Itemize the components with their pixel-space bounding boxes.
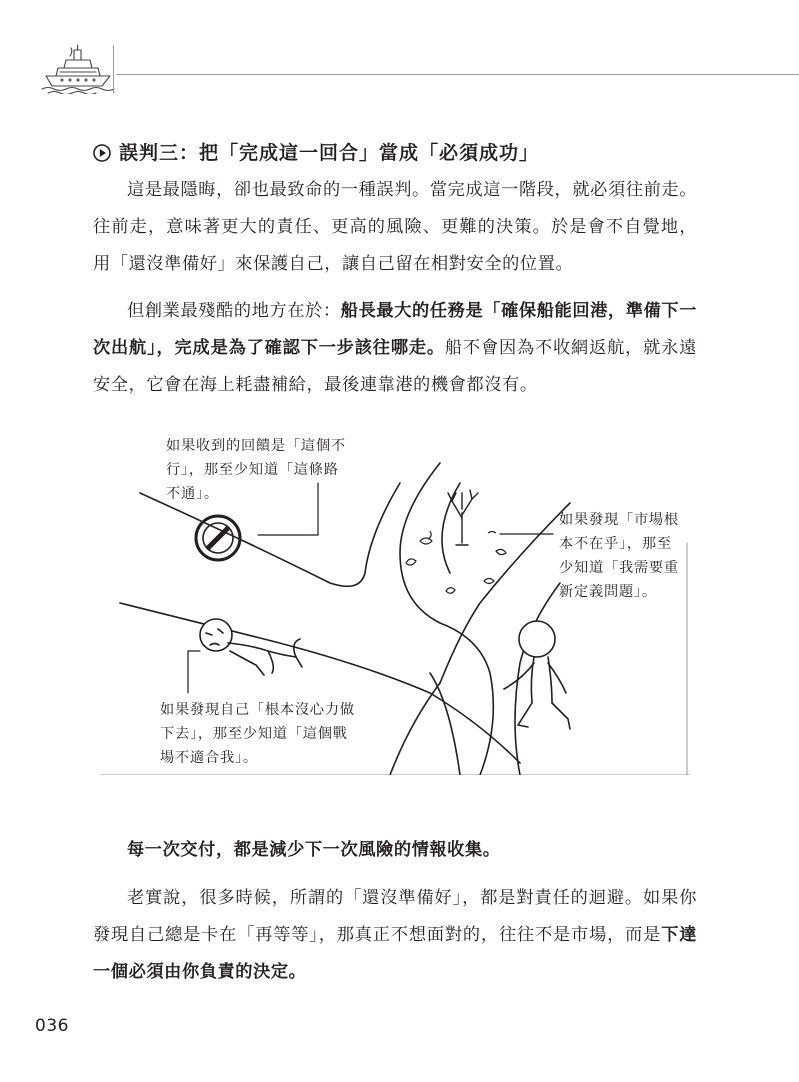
paragraph-text: 老實說，很多時候，所謂的「還沒準備好」，都是對責任的迴避。如果你發現自己總是卡在「再等等」，那真正不想面對的，往往不是市場，而是 [93, 888, 697, 945]
ship-logo-icon [40, 42, 116, 94]
paragraph [93, 880, 697, 991]
emphasis-text: 下達一個必須由你負責的決定。 [93, 925, 697, 982]
callout-text [160, 698, 355, 770]
emphasis-text: 船長最大的任務是「確保船能回港，準備下一次出航」，完成是為了確認下一步該往哪走。 [93, 301, 697, 358]
callout-line: 如果發現自己「根本沒心力做 下去」，那至少知道「這個戰 場不適合我」。 [160, 702, 355, 766]
falling-leaf-icon [406, 531, 506, 593]
walking-figure-icon [504, 621, 570, 729]
paragraph [93, 293, 697, 404]
paragraph [93, 832, 697, 869]
section-heading [93, 140, 539, 166]
no-entry-sign-icon [196, 516, 240, 560]
section-title-text: 誤判三：把「完成這一回合」當成「必須成功」 [119, 142, 540, 164]
paragraph-text: 但創業最殘酷的地方在於： [127, 301, 341, 321]
callout-text [166, 434, 346, 506]
exhausted-figure-icon [200, 619, 302, 675]
paragraph: 這是最隱晦，卻也最致命的一種誤判。當完成這一階段，就必須往前走。往前走，意味著更大的責任、更高的風險、更難的決策。於是會不自覺地，用「還沒準備好」來保護自己，讓自己留在相對安全的位置。 [93, 180, 697, 274]
callout-text [559, 508, 679, 604]
header-divider-vertical [113, 45, 114, 93]
paragraph-text: 船不會因為不收網返航，就永遠安全，它會在海上耗盡補給，最後連靠港的機會都沒有。 [93, 338, 697, 395]
callout-line: 如果發現「市場根 本不在乎」，那至 少知道「我需要重 新定義問題」。 [559, 512, 679, 600]
header-divider [116, 74, 799, 75]
emphasis-text: 每一次交付，都是減少下一次風險的情報收集。 [127, 840, 501, 860]
page-number: 036 [35, 1016, 69, 1036]
callout-line: 如果收到的回饋是「這個不 行」，那至少知道「這條路 不通」。 [166, 438, 346, 502]
play-icon [93, 144, 111, 162]
